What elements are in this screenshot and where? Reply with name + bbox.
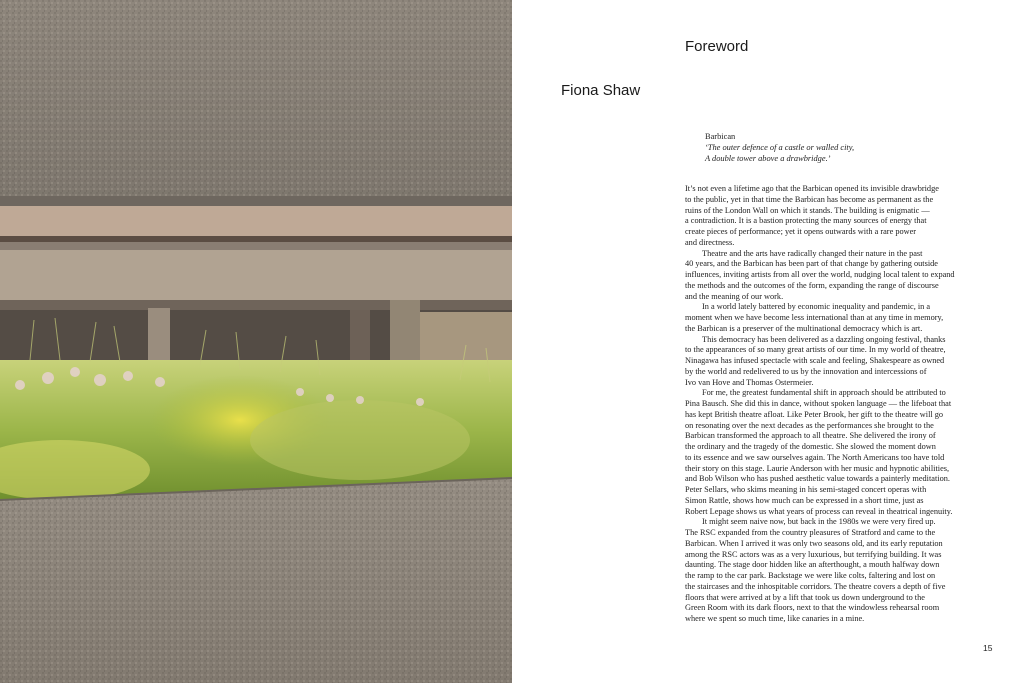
body-line: has kept British theatre afloat. Like Peter Brook, her gift to the theatre will go bbox=[685, 409, 944, 419]
body-line: It’s not even a lifetime ago that the Barbican opened its invisible drawbridge bbox=[685, 184, 939, 193]
author-name: Fiona Shaw bbox=[561, 82, 641, 99]
body-line: Pina Bausch. She did this in dance, without spoken language — the lifeboat that bbox=[685, 399, 952, 408]
body-line: daunting. The stage door hidden like an afterthought, a mouth halfway down bbox=[685, 560, 940, 570]
body-line: to the appearances of so many great artists of our time. In my world of theatre, bbox=[685, 345, 946, 355]
body-line: and directness. bbox=[685, 237, 735, 247]
body-line: and Bob Wilson who has pushed aesthetic value towards a painterly meditation. bbox=[685, 474, 950, 484]
body-line: the ramp to the car park. Backstage we were like colts, faltering and lost on bbox=[685, 571, 936, 580]
body-line: floors that were arrived at by a lift that took us down underground to the bbox=[685, 592, 925, 602]
body-line: Ninagawa has infused spectacle with scale and feeling, Shakespeare as owned bbox=[685, 356, 945, 365]
body-line: among the RSC actors was as a very luxurious, but terrifying building. It was bbox=[685, 549, 942, 559]
section-title: Foreword bbox=[685, 38, 749, 55]
body-line: a contradiction. It is a bastion protecting the many sources of energy that bbox=[685, 216, 927, 226]
body-line: Barbican transformed the approach to all theatre. She delivered the irony of bbox=[685, 431, 936, 441]
body-line: the staircases and the inhospitable corridors. The theatre covers a depth of five bbox=[685, 581, 946, 591]
body-line: to its essence and we saw ourselves again. The North Americans too have told bbox=[685, 452, 945, 462]
foreword-body bbox=[685, 184, 995, 625]
body-line: The RSC expanded from the country pleasures of Stratford and came to the bbox=[685, 528, 936, 537]
text-page bbox=[512, 0, 1024, 683]
body-line: Robert Lepage shows us what years of process can reveal in theatrical ingenuity. bbox=[685, 506, 953, 516]
body-line: Barbican. When I arrived it was only two seasons old, and its early reputation bbox=[685, 538, 943, 548]
body-line: This democracy has been delivered as a dazzling ongoing festival, thanks bbox=[702, 334, 946, 344]
body-line: where we spent so much time, like canaries in a mine. bbox=[685, 614, 865, 623]
body-line: Green Room with its dark floors, next to that the windowless rehearsal room bbox=[685, 603, 940, 613]
body-line: For me, the greatest fundamental shift in approach should be attributed to bbox=[702, 388, 946, 398]
body-line: Theatre and the arts have radically changed their nature in the past bbox=[702, 248, 923, 258]
body-line: Simon Rattle, shows how much can be expressed in a short time, just as bbox=[685, 495, 924, 505]
body-line: to the public, yet in that time the Barbican has become as permanent as the bbox=[685, 194, 934, 204]
body-line: create pieces of performance; yet it opens outwards with a rare power bbox=[685, 227, 917, 236]
body-line: the methods and the outcomes of the form, expanding the range of discourse bbox=[685, 280, 939, 290]
body-line: Ivo van Hove and Thomas Ostermeier. bbox=[685, 377, 814, 387]
body-line: moment when we have become less international than at any time in memory, bbox=[685, 313, 944, 322]
epigraph-line: A double tower above a drawbridge.’ bbox=[705, 154, 831, 163]
epigraph bbox=[705, 131, 854, 164]
body-line: In a world lately battered by economic inequality and pandemic, in a bbox=[702, 302, 931, 312]
body-line: It might seem naive now, but back in the 1980s we were very fired up. bbox=[702, 517, 936, 527]
body-line: on resonating over the next decades as the performances she brought to the bbox=[685, 420, 934, 430]
body-line: 40 years, and the Barbican has been part of that change by gathering outside bbox=[685, 259, 938, 269]
body-line: Peter Sellars, who skims meaning in his semi-staged concert operas with bbox=[685, 485, 927, 494]
body-line: ruins of the London Wall on which it stands. The building is enigmatic — bbox=[685, 205, 930, 215]
body-line: and the meaning of our work. bbox=[685, 291, 784, 301]
body-line: the Barbican is a preserver of the multinational democracy which is art. bbox=[685, 323, 923, 333]
body-line: the ordinary and the tragedy of the domestic. She slowed the moment down bbox=[685, 442, 936, 451]
body-line: their story on this stage. Laurie Anderson with her music and hypnotic abilities, bbox=[685, 463, 950, 473]
epigraph-line: ‘The outer defence of a castle or walled city, bbox=[705, 143, 855, 152]
page-number: 15 bbox=[983, 643, 993, 653]
epigraph-heading: Barbican bbox=[705, 132, 736, 141]
body-line: influences, inviting artists from all over the world, nudging local talent to expand bbox=[685, 270, 955, 279]
body-line: by the world and redelivered to us by the innovation and intercessions of bbox=[685, 366, 927, 376]
